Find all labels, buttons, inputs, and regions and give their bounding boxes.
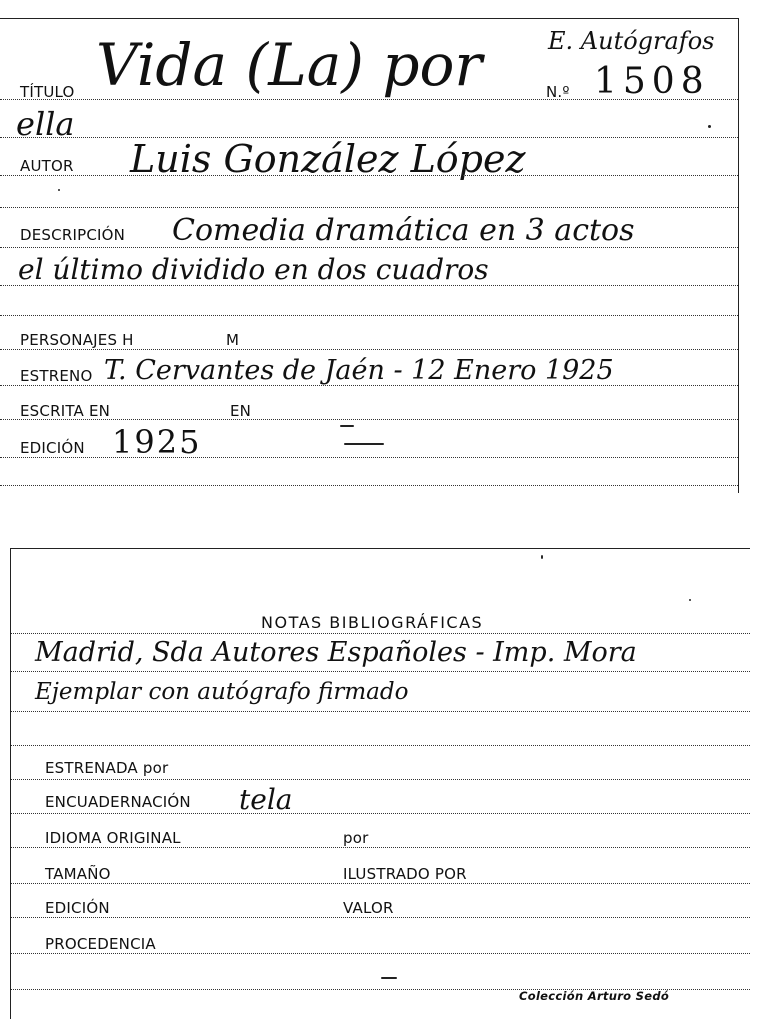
- rule: [11, 917, 750, 918]
- descripcion-value-2: el último dividido en dos cuadros: [18, 253, 489, 286]
- ilustrado-label: ILUSTRADO POR: [343, 865, 467, 883]
- rule: [0, 485, 738, 486]
- notas-heading: NOTAS BIBLIOGRÁFICAS: [261, 613, 484, 632]
- rule: [0, 207, 738, 208]
- ink-speck: [689, 599, 691, 601]
- escrita-en-label: ESCRITA EN: [20, 402, 111, 420]
- rule: [11, 847, 750, 848]
- estrenada-label: ESTRENADA por: [45, 759, 169, 777]
- valor-label: VALOR: [343, 899, 394, 917]
- ink-speck: [708, 125, 711, 128]
- rule: [11, 671, 750, 672]
- titulo-value: Vida (La) por: [96, 31, 483, 99]
- notas-line-1: Madrid, Sda Autores Españoles - Imp. Mora: [35, 637, 637, 668]
- edicion-label: EDICIÓN: [45, 899, 110, 917]
- notas-line-2: Ejemplar con autógrafo firmado: [35, 679, 409, 705]
- rule: [11, 953, 750, 954]
- rule: [0, 385, 738, 386]
- ink-speck: [58, 189, 60, 191]
- rule: [0, 99, 738, 100]
- rule: [11, 711, 750, 712]
- rule: [0, 175, 738, 176]
- catalog-card-front: [0, 18, 739, 493]
- autor-value: Luis González López: [130, 137, 526, 181]
- rule: [11, 745, 750, 746]
- descripcion-label: DESCRIPCIÓN: [20, 226, 126, 244]
- encuadernacion-value: tela: [239, 783, 293, 816]
- catalog-card-back: [10, 548, 750, 1019]
- ink-speck: [340, 425, 354, 427]
- rule: [11, 813, 750, 814]
- rule: [0, 349, 738, 350]
- collection-footer: Colección Arturo Sedó: [519, 989, 670, 1003]
- rule: [11, 779, 750, 780]
- rule: [0, 315, 738, 316]
- rule: [11, 883, 750, 884]
- ink-speck: [381, 977, 397, 979]
- rule: [0, 247, 738, 248]
- titulo-label: TÍTULO: [20, 83, 75, 101]
- descripcion-value-1: Comedia dramática en 3 actos: [172, 213, 635, 248]
- estreno-label: ESTRENO: [20, 367, 93, 385]
- personajes-label: PERSONAJES H: [20, 331, 134, 349]
- rule: [0, 457, 738, 458]
- encuadernacion-label: ENCUADERNACIÓN: [45, 793, 191, 811]
- escrita-en-en-label: EN: [230, 402, 252, 420]
- tamano-label: TAMAÑO: [45, 865, 111, 883]
- estreno-value: T. Cervantes de Jaén - 12 Enero 1925: [104, 355, 614, 386]
- rule: [0, 285, 738, 286]
- edicion-label: EDICIÓN: [20, 439, 85, 457]
- procedencia-label: PROCEDENCIA: [45, 935, 156, 953]
- rule: [0, 419, 738, 420]
- numero-value: 1508: [594, 61, 710, 102]
- ink-speck: [344, 443, 384, 445]
- idioma-por-label: por: [343, 829, 369, 847]
- titulo-value-cont: ella: [16, 105, 75, 143]
- ink-speck: [541, 555, 543, 559]
- autor-label: AUTOR: [20, 157, 74, 175]
- edicion-value: 1925: [112, 423, 202, 461]
- numero-label: N.º: [546, 83, 570, 101]
- personajes-m-label: M: [226, 331, 240, 349]
- rule: [11, 633, 750, 634]
- idioma-label: IDIOMA ORIGINAL: [45, 829, 181, 847]
- corner-note: E. Autógrafos: [548, 27, 715, 55]
